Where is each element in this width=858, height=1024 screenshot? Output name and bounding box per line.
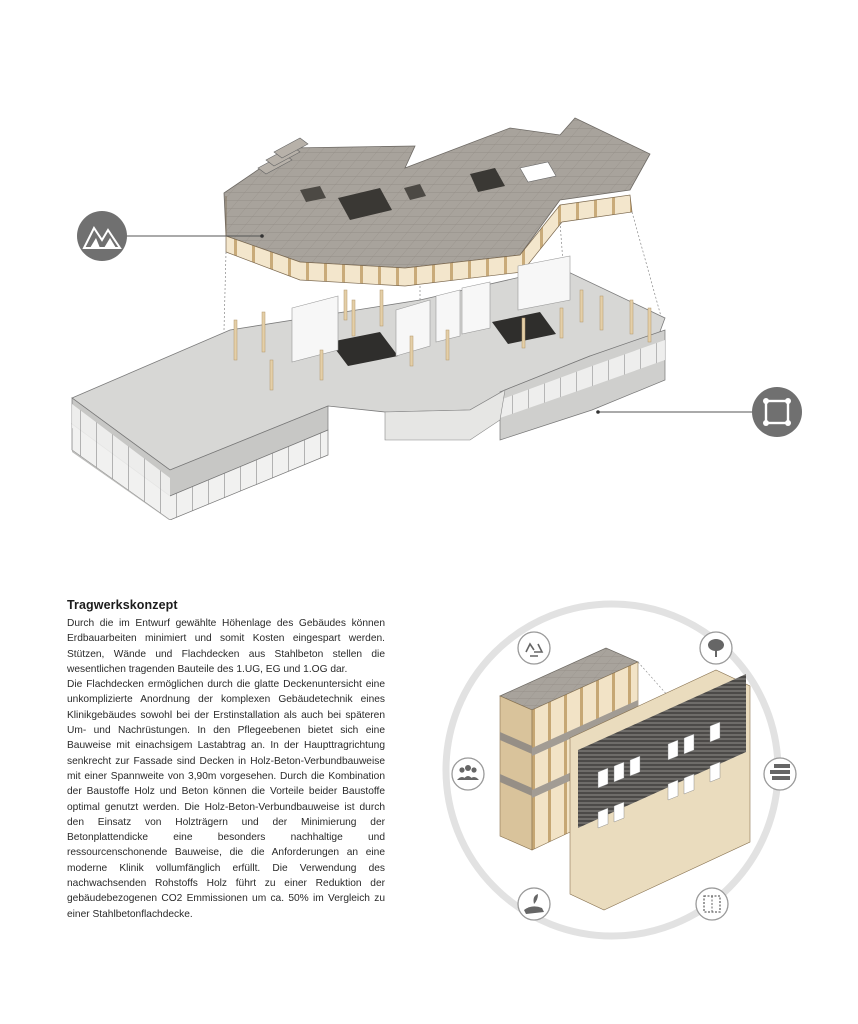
timber-mountains-icon [77, 211, 127, 261]
structure-concept-text [67, 598, 385, 922]
concrete-frame-icon [752, 387, 802, 437]
tree-icon [700, 632, 732, 664]
section-heading: Tragwerkskonzept [67, 598, 178, 612]
paragraph-1: Durch die im Entwurf gewählte Höhenlage des Gebäudes können Erdbauarbeiten minimiert und somit Kosten eingespart werden. Stützen, Wände und Flachdecken aus Stahlbeton stellen die wesentlichen tragenden Bauteile des 1.UG, EG und 1.OG dar. [67, 618, 385, 675]
timber-concrete-deck [224, 118, 650, 286]
timber-stack-icon [764, 758, 796, 790]
modular-grid-icon [696, 888, 728, 920]
concrete-base-building [72, 256, 665, 520]
paragraph-2: Die Flachdecken ermöglichen durch die glatte Deckenuntersicht eine unkomplizierte Anordnung der komplexen Gebäudetechnik eines Klinikgebäudes sowohl bei der Erstinstallation als auch bei späteren Um- und Nachrüstungen. In den Pflegeebenen bietet sich eine Bauweise mit einachsigem Lastabtrag an. In der Haupttragrichtung senkrecht zur Fassade sind Decken in Holz-Beton-Verbundbauweise mit einer Spannweite von 3,90m vorgesehen. Durch die Kombination der Baustoffe Holz und Beton können die Vorteile beider Baustoffe optimal genutzt werden. Die Holz-Beton-Verbundbauweise ist durch den Einsatz von Holzträgern und der Minimierung der Betonplattendicke eine besonders nachhaltige und ressourcenschonende Bauweise, die die Anforderungen an eine moderne Klinik vollumfänglich erfüllt. Die Verwendung des nachwachsenden Rohstoffs Holz führt zu einer Reduktion der gebäudebezogenen CO2 Emmissionen um ca. 50% im Vergleich zu einer Stahlbetonflachdecke. [67, 679, 385, 920]
people-icon [452, 758, 484, 790]
sustainability-cycle-diagram [420, 600, 840, 960]
hand-plant-icon [518, 888, 550, 920]
recycle-icon [518, 632, 550, 664]
